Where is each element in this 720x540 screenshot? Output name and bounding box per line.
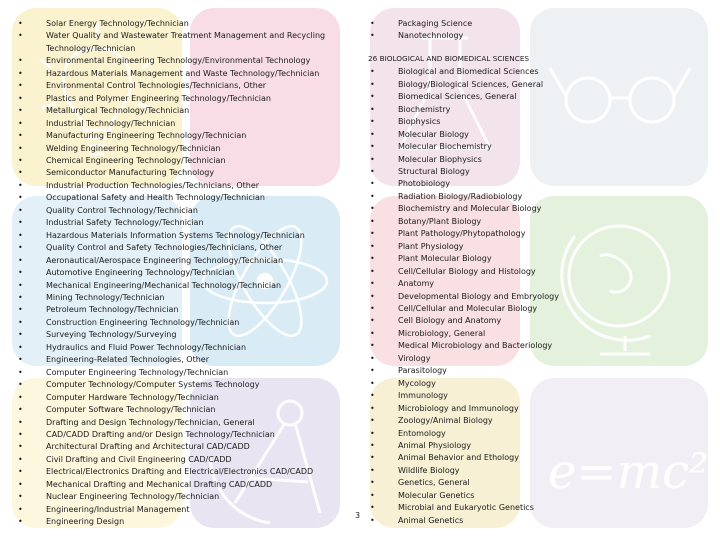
bullet-icon: • xyxy=(18,517,23,527)
list-item-text: Microbial and Eukaryotic Genetics xyxy=(398,503,534,513)
list-item-text: Entomology xyxy=(398,428,446,438)
list-item xyxy=(16,105,336,117)
list-item xyxy=(16,180,336,192)
bullet-icon: • xyxy=(18,504,23,514)
list-item xyxy=(368,515,568,527)
bullet-icon: • xyxy=(18,305,23,315)
list-item-text: Biochemistry xyxy=(398,104,451,114)
bullet-icon: • xyxy=(18,479,23,489)
bullet-icon: • xyxy=(370,79,375,89)
list-item xyxy=(16,417,336,429)
list-item-text: Mechanical Drafting and Mechanical Drafting CAD/CADD xyxy=(46,479,273,489)
list-item xyxy=(16,55,336,67)
bullet-icon: • xyxy=(370,166,375,176)
list-item-text: Surveying Technology/Surveying xyxy=(46,330,177,340)
list-item-text: Virology xyxy=(398,353,431,363)
list-item xyxy=(16,143,336,155)
list-item xyxy=(368,266,568,278)
list-item-text: Civil Drafting and Civil Engineering CAD/CADD xyxy=(46,454,232,464)
bullet-icon: • xyxy=(18,429,23,439)
bullet-icon: • xyxy=(18,68,23,78)
list-item xyxy=(16,68,336,80)
list-item-text: Computer Engineering Technology/Technician xyxy=(46,367,229,377)
list-item xyxy=(368,104,568,116)
list-item xyxy=(368,30,568,42)
list-item xyxy=(368,166,568,178)
bullet-icon: • xyxy=(370,366,375,376)
list-item-text: Computer Software Technology/Technician xyxy=(46,405,216,415)
bullet-icon: • xyxy=(18,442,23,452)
list-item xyxy=(16,441,336,453)
list-item xyxy=(368,216,568,228)
list-item-text: Biochemistry and Molecular Biology xyxy=(398,204,542,214)
list-item xyxy=(16,354,336,366)
list-item-text: Botany/Plant Biology xyxy=(398,216,482,226)
list-item xyxy=(368,178,568,190)
list-item xyxy=(368,91,568,103)
list-item-text: Genetics, General xyxy=(398,478,470,488)
list-item xyxy=(368,465,568,477)
bullet-icon: • xyxy=(370,378,375,388)
list-item xyxy=(16,392,336,404)
bullet-icon: • xyxy=(370,266,375,276)
bullet-icon: • xyxy=(18,143,23,153)
list-item-text: Nanotechnology xyxy=(398,31,464,41)
bullet-icon: • xyxy=(370,154,375,164)
bullet-icon: • xyxy=(370,291,375,301)
list-item-text: Microbiology, General xyxy=(398,328,486,338)
list-item xyxy=(16,466,336,478)
list-item xyxy=(368,340,568,352)
list-item-text: Computer Technology/Computer Systems Technology xyxy=(46,380,260,390)
bullet-icon: • xyxy=(370,191,375,201)
list-item xyxy=(368,477,568,489)
list-item xyxy=(16,205,336,217)
right-column-list xyxy=(368,18,568,527)
bullet-icon: • xyxy=(18,168,23,178)
list-item-text: Drafting and Design Technology/Technician, General xyxy=(46,417,255,427)
list-item-text: Molecular Biophysics xyxy=(398,154,482,164)
list-item-text: Computer Hardware Technology/Technician xyxy=(46,392,219,402)
list-item-text: Molecular Biochemistry xyxy=(398,142,492,152)
list-item xyxy=(368,415,568,427)
list-item xyxy=(368,390,568,402)
list-item-text: Developmental Biology and Embryology xyxy=(398,291,559,301)
bullet-icon: • xyxy=(18,218,23,228)
bullet-icon: • xyxy=(18,106,23,116)
list-item-text: Aeronautical/Aerospace Engineering Technology/Technician xyxy=(46,255,284,265)
list-item-text: Construction Engineering Technology/Technician xyxy=(46,317,240,327)
list-item xyxy=(368,241,568,253)
bullet-icon: • xyxy=(370,303,375,313)
list-item xyxy=(368,278,568,290)
list-item-text: Metallurgical Technology/Technician xyxy=(46,106,190,116)
bullet-icon: • xyxy=(370,254,375,264)
list-item-text: Plant Pathology/Phytopathology xyxy=(398,229,526,239)
list-item-text: Plant Physiology xyxy=(398,241,464,251)
bullet-icon: • xyxy=(18,392,23,402)
list-item-text: Industrial Technology/Technician xyxy=(46,118,176,128)
bullet-icon: • xyxy=(370,241,375,251)
list-item-text: Architectural Drafting and Architectural CAD/CADD xyxy=(46,442,250,452)
list-item-text: Petroleum Technology/Technician xyxy=(46,305,179,315)
list-item xyxy=(16,429,336,441)
list-item-text: Semiconductor Manufacturing Technology xyxy=(46,168,215,178)
list-item-text: Occupational Safety and Health Technology/Technician xyxy=(46,193,265,203)
bullet-icon: • xyxy=(370,465,375,475)
list-item xyxy=(16,30,336,55)
bullet-icon: • xyxy=(18,56,23,66)
list-item-text: Engineering/Industrial Management xyxy=(46,504,190,514)
list-item xyxy=(16,130,336,142)
list-item xyxy=(368,440,568,452)
list-item xyxy=(16,317,336,329)
list-item-text: Animal Genetics xyxy=(398,515,464,525)
list-item-text: Environmental Control Technologies/Technicians, Other xyxy=(46,81,267,91)
list-item-text: Environmental Engineering Technology/Environmental Technology xyxy=(46,56,311,66)
list-item xyxy=(16,230,336,242)
list-item xyxy=(16,491,336,503)
bullet-icon: • xyxy=(18,280,23,290)
list-item-text: Anatomy xyxy=(398,279,435,289)
list-item-text: Radiation Biology/Radiobiology xyxy=(398,191,523,201)
bullet-icon: • xyxy=(18,118,23,128)
list-item xyxy=(16,479,336,491)
list-item xyxy=(16,342,336,354)
bullet-icon: • xyxy=(18,180,23,190)
bullet-icon: • xyxy=(370,31,375,41)
bullet-icon: • xyxy=(18,330,23,340)
bullet-icon: • xyxy=(370,403,375,413)
list-item xyxy=(16,155,336,167)
list-item-text: Manufacturing Engineering Technology/Technician xyxy=(46,131,247,141)
list-item xyxy=(368,18,568,30)
svg-text:e=mc²: e=mc² xyxy=(548,444,708,500)
list-item xyxy=(368,66,568,78)
bullet-icon: • xyxy=(18,81,23,91)
bullet-icon: • xyxy=(370,428,375,438)
bullet-icon: • xyxy=(370,503,375,513)
bullet-icon: • xyxy=(18,454,23,464)
bullet-icon: • xyxy=(18,93,23,103)
bullet-icon: • xyxy=(370,341,375,351)
list-item-text: Animal Behavior and Ethology xyxy=(398,453,519,463)
bullet-icon: • xyxy=(18,492,23,502)
bullet-icon: • xyxy=(18,31,23,41)
list-item xyxy=(368,203,568,215)
list-item xyxy=(368,365,568,377)
list-item xyxy=(368,228,568,240)
list-item-text: Molecular Genetics xyxy=(398,490,475,500)
list-item-text: Parasitology xyxy=(398,366,447,376)
list-item-text: Industrial Safety Technology/Technician xyxy=(46,218,204,228)
bullet-icon: • xyxy=(370,229,375,239)
list-item-text: Packaging Science xyxy=(398,19,473,28)
list-item-text: Electrical/Electronics Drafting and Electrical/Electronics CAD/CADD xyxy=(46,467,314,477)
list-item-text: Nuclear Engineering Technology/Technician xyxy=(46,492,220,502)
list-item-text: Immunology xyxy=(398,391,448,401)
bullet-icon: • xyxy=(370,129,375,139)
list-item xyxy=(16,217,336,229)
list-item-text: Plastics and Polymer Engineering Technology/Technician xyxy=(46,93,271,103)
bullet-icon: • xyxy=(370,440,375,450)
list-item-text: Hydraulics and Fluid Power Technology/Technician xyxy=(46,342,247,352)
list-item-text: Mining Technology/Technician xyxy=(46,292,165,302)
list-item xyxy=(368,141,568,153)
bullet-icon: • xyxy=(370,316,375,326)
bullet-icon: • xyxy=(18,205,23,215)
list-item-text: Engineering-Related Technologies, Other xyxy=(46,355,210,365)
list-item xyxy=(16,379,336,391)
bullet-icon: • xyxy=(370,416,375,426)
list-item-text: Industrial Production Technologies/Technicians, Other xyxy=(46,180,260,190)
list-item-text: Molecular Biology xyxy=(398,129,469,139)
bullet-icon: • xyxy=(370,204,375,214)
list-item xyxy=(16,292,336,304)
list-item-text: Structural Biology xyxy=(398,166,470,176)
bullet-icon: • xyxy=(18,367,23,377)
list-item xyxy=(16,80,336,92)
bullet-icon: • xyxy=(370,216,375,226)
list-item xyxy=(16,167,336,179)
section-heading: 26 BIOLOGICAL AND BIOMEDICAL SCIENCES xyxy=(368,53,530,63)
list-item xyxy=(16,242,336,254)
bullet-icon: • xyxy=(18,417,23,427)
list-item xyxy=(368,452,568,464)
list-item xyxy=(368,428,568,440)
list-item xyxy=(16,367,336,379)
list-item-text: Welding Engineering Technology/Technician xyxy=(46,143,221,153)
bullet-icon: • xyxy=(18,243,23,253)
bullet-icon: • xyxy=(18,467,23,477)
bullet-icon: • xyxy=(370,279,375,289)
bullet-icon: • xyxy=(370,142,375,152)
bullet-icon: • xyxy=(370,391,375,401)
bullet-icon: • xyxy=(18,292,23,302)
list-item-text: Zoology/Animal Biology xyxy=(398,416,493,426)
list-item-text: Automotive Engineering Technology/Technician xyxy=(46,268,235,278)
list-item xyxy=(368,378,568,390)
list-item xyxy=(16,192,336,204)
list-item xyxy=(368,303,568,315)
list-item xyxy=(368,129,568,141)
bullet-icon: • xyxy=(370,67,375,77)
bullet-icon: • xyxy=(18,355,23,365)
page-number: 3 xyxy=(355,511,361,520)
list-item xyxy=(368,291,568,303)
list-item-text: Hazardous Materials Management and Waste Technology/Technician xyxy=(46,68,320,78)
list-item xyxy=(16,18,336,30)
list-item xyxy=(16,329,336,341)
list-item-text: CAD/CADD Drafting and/or Design Technology/Technician xyxy=(46,429,275,439)
list-item-text: Water Quality and Wastewater Treatment Management and Recycling Technology/Technician xyxy=(46,31,326,53)
bullet-icon: • xyxy=(18,131,23,141)
list-item xyxy=(368,191,568,203)
list-item-text: Cell/Cellular Biology and Histology xyxy=(398,266,536,276)
bullet-icon: • xyxy=(18,342,23,352)
list-item xyxy=(368,403,568,415)
bullet-icon: • xyxy=(370,478,375,488)
list-item xyxy=(16,454,336,466)
list-item-text: Engineering Design xyxy=(46,517,125,527)
left-column-list xyxy=(16,18,336,529)
list-item xyxy=(368,154,568,166)
list-item xyxy=(368,116,568,128)
list-item xyxy=(368,315,568,327)
list-item-text: Wildlife Biology xyxy=(398,465,460,475)
list-item xyxy=(368,353,568,365)
bullet-icon: • xyxy=(370,328,375,338)
list-item xyxy=(16,280,336,292)
list-item-text: Solar Energy Technology/Technician xyxy=(46,19,189,28)
list-item xyxy=(368,253,568,265)
bullet-icon: • xyxy=(18,155,23,165)
bullet-icon: • xyxy=(370,515,375,525)
bullet-icon: • xyxy=(370,104,375,114)
list-item xyxy=(16,118,336,130)
list-item-text: Quality Control and Safety Technologies/Technicians, Other xyxy=(46,243,283,253)
list-item-text: Biology/Biological Sciences, General xyxy=(398,79,544,89)
bullet-icon: • xyxy=(18,380,23,390)
list-item xyxy=(368,328,568,340)
bullet-icon: • xyxy=(370,453,375,463)
list-item-text: Plant Molecular Biology xyxy=(398,254,492,264)
list-item-text: Animal Physiology xyxy=(398,440,472,450)
list-item-text: Biological and Biomedical Sciences xyxy=(398,67,539,77)
list-item-text: Mycology xyxy=(398,378,436,388)
bullet-icon: • xyxy=(370,490,375,500)
list-item xyxy=(16,504,336,516)
list-item-text: Cell Biology and Anatomy xyxy=(398,316,502,326)
list-item xyxy=(368,502,568,514)
list-item xyxy=(368,490,568,502)
bullet-icon: • xyxy=(18,268,23,278)
bullet-icon: • xyxy=(18,317,23,327)
list-item xyxy=(16,255,336,267)
list-item xyxy=(16,516,336,528)
bullet-icon: • xyxy=(370,179,375,189)
list-item xyxy=(16,304,336,316)
list-item-text: Cell/Cellular and Molecular Biology xyxy=(398,303,538,313)
bullet-icon: • xyxy=(370,19,375,28)
bullet-icon: • xyxy=(18,405,23,415)
list-item-text: Photobiology xyxy=(398,179,450,189)
list-item xyxy=(16,267,336,279)
list-item-text: Mechanical Engineering/Mechanical Technology/Technician xyxy=(46,280,282,290)
list-item xyxy=(16,404,336,416)
list-item-text: Medical Microbiology and Bacteriology xyxy=(398,341,553,351)
list-item-text: Biophysics xyxy=(398,117,441,127)
list-item-text: Chemical Engineering Technology/Technician xyxy=(46,155,226,165)
bullet-icon: • xyxy=(370,117,375,127)
bullet-icon: • xyxy=(18,255,23,265)
bullet-icon: • xyxy=(18,19,23,28)
list-item-text: Biomedical Sciences, General xyxy=(398,92,517,102)
list-item xyxy=(368,79,568,91)
list-item xyxy=(16,93,336,105)
list-item-text: Hazardous Materials Information Systems Technology/Technician xyxy=(46,230,305,240)
list-item-text: Quality Control Technology/Technician xyxy=(46,205,198,215)
bullet-icon: • xyxy=(370,92,375,102)
bullet-icon: • xyxy=(18,230,23,240)
bullet-icon: • xyxy=(370,353,375,363)
list-item-text: Microbiology and Immunology xyxy=(398,403,519,413)
bullet-icon: • xyxy=(18,193,23,203)
